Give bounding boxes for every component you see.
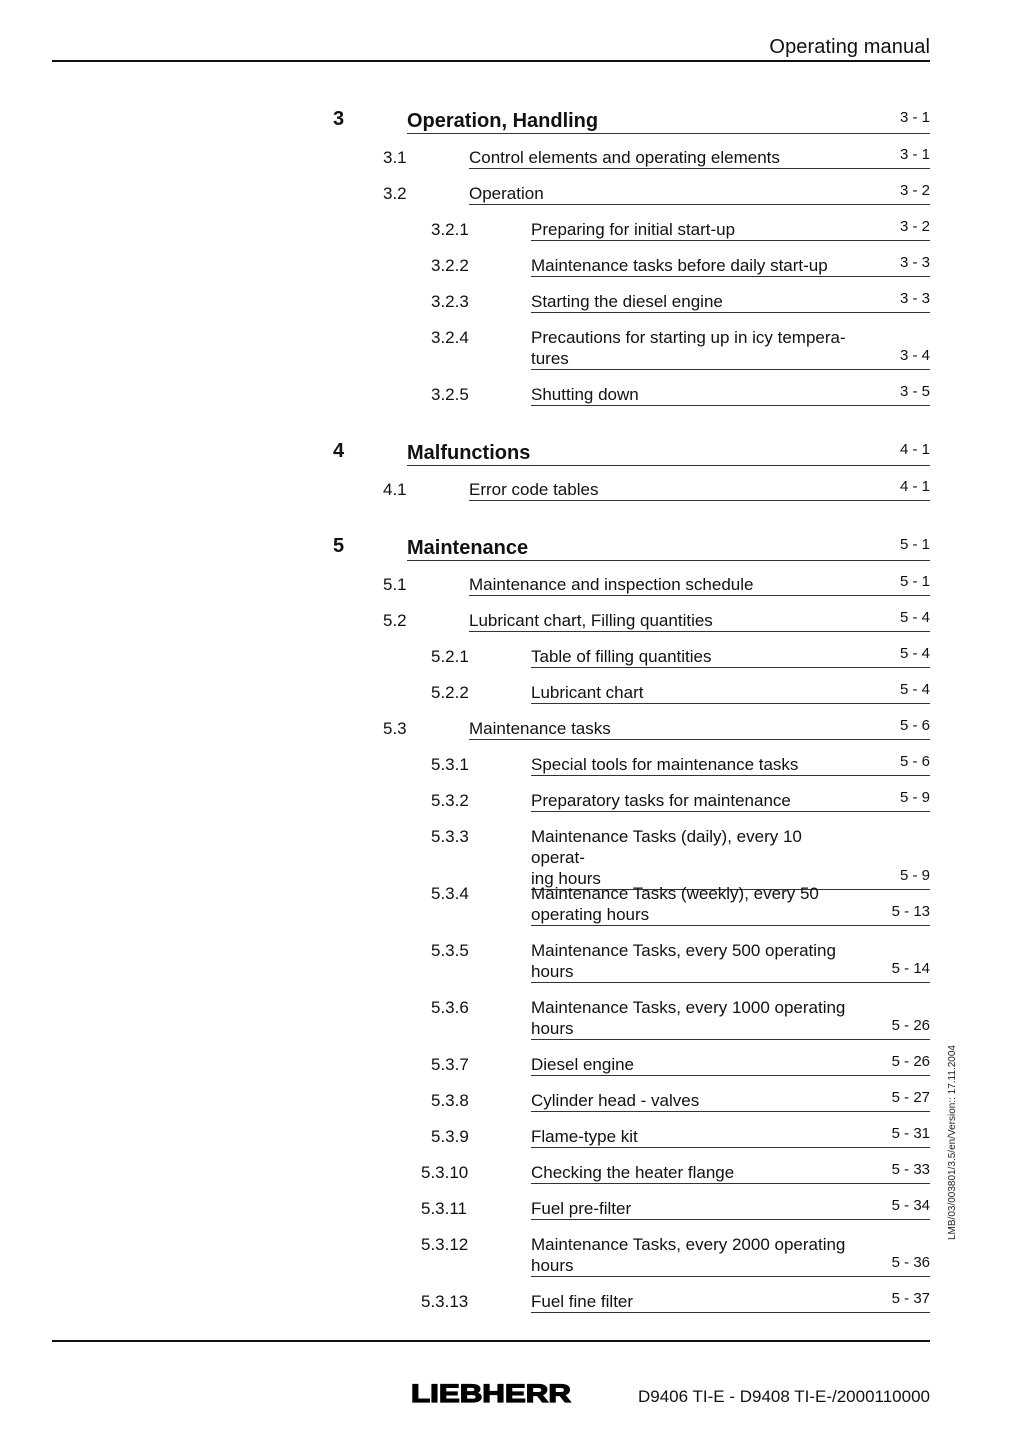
toc-entry-title: Maintenance Tasks (weekly), every 50 operating hours — [531, 884, 819, 924]
toc-entry-page: 3 - 2 — [899, 182, 930, 199]
toc-entry-title: Operation — [469, 184, 544, 203]
toc-entry-line — [469, 147, 930, 169]
toc-entry-title: Maintenance — [407, 537, 529, 559]
toc-entry-page: 5 - 27 — [891, 1089, 930, 1106]
header-title: Operating manual — [769, 36, 930, 58]
toc-entry-number: 3.2 — [383, 184, 407, 203]
toc-entry-title: Table of filling quantities — [531, 647, 712, 666]
toc-entry-page: 5 - 9 — [899, 789, 930, 806]
toc-entry-line — [531, 255, 930, 277]
toc-entry-page: 5 - 26 — [891, 1017, 930, 1034]
toc-entry-line — [469, 718, 930, 740]
toc-entry-page: 3 - 5 — [899, 383, 930, 400]
footer-model-number: D9406 TI-E - D9408 TI-E-/2000110000 — [637, 1387, 930, 1406]
toc-entry-number: 5.3.6 — [431, 998, 469, 1017]
toc-entry-number: 5.2 — [383, 611, 407, 630]
toc-entry-number: 3.2.2 — [431, 256, 469, 275]
toc-entry-line — [531, 219, 930, 241]
toc-entry-number: 5.2.1 — [431, 647, 469, 666]
toc-entry-number: 3.2.5 — [431, 385, 469, 404]
toc-entry-title: Maintenance tasks — [469, 719, 611, 738]
toc-entry-title: Preparatory tasks for maintenance — [531, 791, 791, 810]
document-reference: LMB/03/003801/3.5/en/Version:: 17.11.2004 — [947, 1045, 958, 1240]
toc-entry-line — [531, 646, 930, 668]
toc-entry-line — [531, 384, 930, 406]
toc-entry-number: 5.3.9 — [431, 1127, 469, 1146]
toc-entry-page: 3 - 3 — [899, 254, 930, 271]
toc-entry-page: 5 - 31 — [891, 1125, 930, 1142]
toc-entry-line — [531, 1126, 930, 1148]
toc-entry-number: 5.3.13 — [421, 1292, 469, 1311]
toc-entry-number: 3 — [333, 108, 345, 130]
toc-entry-title: Maintenance Tasks, every 1000 operating hours — [531, 998, 846, 1038]
toc-entry-page: 5 - 13 — [891, 903, 930, 920]
toc-entry-number: 3.2.3 — [431, 292, 469, 311]
toc-entry-title: Fuel pre-filter — [531, 1199, 632, 1218]
toc-entry-line — [531, 1291, 930, 1313]
toc-entry-title: Maintenance Tasks, every 2000 operating hours — [531, 1235, 846, 1275]
toc-entry-line — [531, 754, 930, 776]
toc-entry-number: 5.3.10 — [421, 1163, 469, 1182]
toc-entry-number: 5.3.7 — [431, 1055, 469, 1074]
toc-entry-page: 5 - 9 — [899, 867, 930, 884]
toc-entry-line — [531, 997, 930, 1040]
toc-entry-line — [531, 1054, 930, 1076]
toc-entry-title: Maintenance Tasks, every 500 operating hours — [531, 941, 836, 981]
toc-entry-page: 3 - 1 — [899, 109, 930, 126]
toc-entry-title: Error code tables — [469, 480, 599, 499]
toc-entry-page: 5 - 14 — [891, 960, 930, 977]
toc-entry-page: 3 - 1 — [899, 146, 930, 163]
toc-entry-line — [531, 1234, 930, 1277]
toc-entry-title: Lubricant chart, Filling quantities — [469, 611, 713, 630]
toc-entry-title: Control elements and operating elements — [469, 148, 780, 167]
toc-entry-page: 5 - 4 — [899, 681, 930, 698]
toc-entry-number: 3.2.4 — [431, 328, 469, 347]
toc-entry-line — [469, 183, 930, 205]
toc-entry-line — [531, 940, 930, 983]
toc-entry-page: 5 - 6 — [899, 753, 930, 770]
toc-entry-title: Diesel engine — [531, 1055, 635, 1074]
toc-entry-title: Fuel fine filter — [531, 1292, 634, 1311]
toc-entry-title: Shutting down — [531, 385, 639, 404]
toc-entry-title: Flame-type kit — [531, 1127, 638, 1146]
toc-entry-number: 5.3 — [383, 719, 407, 738]
toc-entry-page: 5 - 37 — [891, 1290, 930, 1307]
toc-entry-line — [531, 790, 930, 812]
toc-entry-page: 5 - 1 — [899, 573, 930, 590]
toc-entry-number: 5.2.2 — [431, 683, 469, 702]
toc-entry-title: Cylinder head - valves — [531, 1091, 700, 1110]
toc-entry-page: 5 - 26 — [891, 1053, 930, 1070]
toc-entry-title: Maintenance and inspection schedule — [469, 575, 754, 594]
toc-entry-page: 5 - 4 — [899, 609, 930, 626]
toc-entry-page: 3 - 4 — [899, 347, 930, 364]
toc-entry-line — [531, 883, 930, 926]
toc-entry-title: Operation, Handling — [407, 110, 599, 132]
toc-entry-page: 5 - 4 — [899, 645, 930, 662]
toc-entry-number: 5.3.8 — [431, 1091, 469, 1110]
toc-entry-title: Starting the diesel engine — [531, 292, 723, 311]
toc-entry-line — [531, 1162, 930, 1184]
toc-entry-title: Precautions for starting up in icy tempera- tures — [531, 328, 846, 368]
toc-entry-title: Maintenance tasks before daily start-up — [531, 256, 828, 275]
toc-entry-page: 5 - 6 — [899, 717, 930, 734]
toc-entry-number: 5.3.3 — [431, 827, 469, 846]
toc-entry-number: 5.3.4 — [431, 884, 469, 903]
toc-entry-number: 5.1 — [383, 575, 407, 594]
liebherr-logo — [410, 1381, 572, 1405]
toc-entry-title: Malfunctions — [407, 442, 531, 464]
toc-entry-title: Lubricant chart — [531, 683, 644, 702]
toc-entry-line — [469, 610, 930, 632]
toc-entry-page: 4 - 1 — [899, 478, 930, 495]
toc-entry-number: 3.1 — [383, 148, 407, 167]
toc-entry-title: Special tools for maintenance tasks — [531, 755, 799, 774]
toc-entry-line — [469, 574, 930, 596]
toc-entry-page: 5 - 34 — [891, 1197, 930, 1214]
toc-entry-line — [531, 1198, 930, 1220]
toc-entry-line — [531, 682, 930, 704]
toc-entry-number: 5.3.12 — [421, 1235, 469, 1254]
footer-rule — [52, 1340, 930, 1342]
toc-entry-line — [407, 441, 930, 466]
toc-entry-page: 4 - 1 — [899, 441, 930, 458]
toc-entry-line — [531, 291, 930, 313]
toc-entry-line — [469, 479, 930, 501]
logo-text: LIEBHERR — [411, 1381, 571, 1405]
toc-entry-title: Checking the heater flange — [531, 1163, 735, 1182]
toc-entry-number: 5.3.1 — [431, 755, 469, 774]
toc-entry-page: 3 - 3 — [899, 290, 930, 307]
toc-entry-number: 5.3.11 — [421, 1199, 468, 1218]
toc-entry-line — [407, 109, 930, 134]
toc-entry-line — [531, 826, 930, 890]
toc-entry-number: 5.3.2 — [431, 791, 469, 810]
toc-entry-page: 5 - 36 — [891, 1254, 930, 1271]
toc-entry-number: 4 — [333, 440, 345, 462]
toc-entry-page: 5 - 33 — [891, 1161, 930, 1178]
toc-entry-page: 5 - 1 — [899, 536, 930, 553]
toc-entry-line — [531, 1090, 930, 1112]
toc-entry-title: Maintenance Tasks (daily), every 10 operat- ing hours — [531, 827, 802, 888]
toc-entry-number: 3.2.1 — [431, 220, 469, 239]
toc-entry-line — [407, 536, 930, 561]
toc-entry-line — [531, 327, 930, 370]
toc-entry-title: Preparing for initial start-up — [531, 220, 736, 239]
toc-entry-number: 4.1 — [383, 480, 407, 499]
toc-entry-page: 3 - 2 — [899, 218, 930, 235]
toc-entry-number: 5.3.5 — [431, 941, 469, 960]
toc-entry-number: 5 — [333, 535, 345, 557]
